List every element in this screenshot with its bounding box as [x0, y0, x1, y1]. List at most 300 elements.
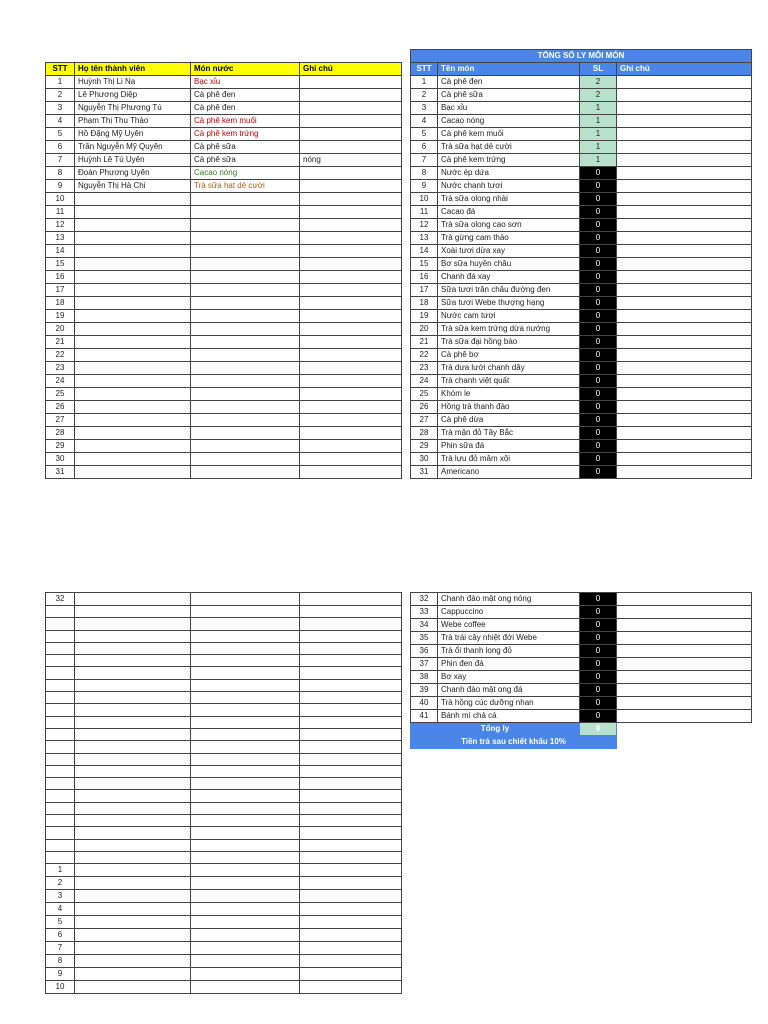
- member-drink-cell[interactable]: [191, 728, 300, 740]
- drink-quantity-cell[interactable]: 1: [580, 115, 617, 128]
- member-name-cell[interactable]: [75, 753, 191, 765]
- member-stt-cell[interactable]: [46, 655, 75, 667]
- member-stt-cell[interactable]: 4: [46, 115, 75, 128]
- drink-name-cell[interactable]: Webe coffee: [438, 619, 580, 632]
- member-name-cell[interactable]: [75, 258, 191, 271]
- drink-stt-cell[interactable]: 4: [411, 115, 438, 128]
- member-drink-cell[interactable]: [191, 741, 300, 753]
- member-stt-cell[interactable]: [46, 630, 75, 642]
- member-drink-cell[interactable]: Cà phê kem trứng: [191, 128, 300, 141]
- member-note-cell[interactable]: [300, 453, 402, 466]
- member-drink-cell[interactable]: [191, 630, 300, 642]
- drink-quantity-cell[interactable]: 0: [580, 593, 617, 606]
- member-stt-cell[interactable]: 7: [46, 154, 75, 167]
- drink-name-cell[interactable]: Trà sữa olong cao sơn: [438, 219, 580, 232]
- drink-name-cell[interactable]: Xoài tươi dừa xay: [438, 245, 580, 258]
- member-drink-cell[interactable]: [191, 765, 300, 777]
- drink-note-cell[interactable]: [617, 76, 752, 89]
- drink-quantity-cell[interactable]: 0: [580, 466, 617, 479]
- member-drink-cell[interactable]: [191, 778, 300, 790]
- member-name-cell[interactable]: Nguyễn Thị Hà Chi: [75, 180, 191, 193]
- drink-stt-cell[interactable]: 20: [411, 323, 438, 336]
- drink-name-cell[interactable]: Bánh mì chả cá: [438, 710, 580, 723]
- member-stt-cell[interactable]: 2: [46, 89, 75, 102]
- member-note-cell[interactable]: [300, 778, 402, 790]
- drink-note-cell[interactable]: [617, 219, 752, 232]
- drink-quantity-cell[interactable]: 0: [580, 219, 617, 232]
- member-drink-cell[interactable]: [191, 692, 300, 704]
- member-drink-cell[interactable]: [191, 336, 300, 349]
- drink-name-cell[interactable]: Cacao đá: [438, 206, 580, 219]
- member-stt-cell[interactable]: [46, 704, 75, 716]
- drink-note-cell[interactable]: [617, 141, 752, 154]
- member-note-cell[interactable]: [300, 827, 402, 839]
- drink-quantity-cell[interactable]: 0: [580, 232, 617, 245]
- member-drink-cell[interactable]: Bạc xỉu: [191, 76, 300, 89]
- member-stt-cell[interactable]: 14: [46, 245, 75, 258]
- member-name-cell[interactable]: Phạm Thị Thu Thảo: [75, 115, 191, 128]
- member-stt-cell[interactable]: [46, 827, 75, 839]
- member-stt-cell[interactable]: 26: [46, 401, 75, 414]
- drink-note-cell[interactable]: [617, 180, 752, 193]
- member-note-cell[interactable]: [300, 193, 402, 206]
- member-name-cell[interactable]: Trần Nguyễn Mỹ Quyên: [75, 141, 191, 154]
- drink-quantity-cell[interactable]: 1: [580, 154, 617, 167]
- member-name-cell[interactable]: [75, 323, 191, 336]
- member-note-cell[interactable]: [300, 942, 402, 955]
- member-drink-cell[interactable]: [191, 716, 300, 728]
- member-drink-cell[interactable]: [191, 414, 300, 427]
- drink-stt-cell[interactable]: 10: [411, 193, 438, 206]
- drink-stt-cell[interactable]: 6: [411, 141, 438, 154]
- member-drink-cell[interactable]: [191, 219, 300, 232]
- drink-stt-cell[interactable]: 37: [411, 658, 438, 671]
- member-drink-cell[interactable]: Cacao nóng: [191, 167, 300, 180]
- member-name-cell[interactable]: [75, 593, 191, 606]
- drink-quantity-cell[interactable]: 0: [580, 414, 617, 427]
- member-drink-cell[interactable]: [191, 401, 300, 414]
- drink-quantity-cell[interactable]: 0: [580, 440, 617, 453]
- drink-name-cell[interactable]: Bạc xỉu: [438, 102, 580, 115]
- member-drink-cell[interactable]: Cà phê sữa: [191, 154, 300, 167]
- member-stt-cell[interactable]: 5: [46, 128, 75, 141]
- member-stt-cell[interactable]: 11: [46, 206, 75, 219]
- member-note-cell[interactable]: [300, 284, 402, 297]
- drink-stt-cell[interactable]: 28: [411, 427, 438, 440]
- drink-name-cell[interactable]: Chanh đá xay: [438, 271, 580, 284]
- member-stt-cell[interactable]: [46, 728, 75, 740]
- member-note-cell[interactable]: [300, 851, 402, 863]
- drink-name-cell[interactable]: Phin đen đá: [438, 658, 580, 671]
- member-drink-cell[interactable]: [191, 206, 300, 219]
- drink-stt-cell[interactable]: 33: [411, 606, 438, 619]
- member-name-cell[interactable]: [75, 206, 191, 219]
- member-drink-cell[interactable]: [191, 642, 300, 654]
- drink-quantity-cell[interactable]: 0: [580, 349, 617, 362]
- drink-stt-cell[interactable]: 24: [411, 375, 438, 388]
- drink-quantity-cell[interactable]: 0: [580, 336, 617, 349]
- member-drink-cell[interactable]: [191, 827, 300, 839]
- member-note-cell[interactable]: [300, 916, 402, 929]
- member-drink-cell[interactable]: [191, 981, 300, 994]
- drink-note-cell[interactable]: [617, 310, 752, 323]
- drink-quantity-cell[interactable]: 0: [580, 284, 617, 297]
- member-stt-cell[interactable]: 12: [46, 219, 75, 232]
- drink-name-cell[interactable]: Cà phê đen: [438, 76, 580, 89]
- member-stt-cell[interactable]: 15: [46, 258, 75, 271]
- member-note-cell[interactable]: [300, 310, 402, 323]
- member-note-cell[interactable]: [300, 336, 402, 349]
- drink-quantity-cell[interactable]: 0: [580, 619, 617, 632]
- member-name-cell[interactable]: Huỳnh Thị Li Na: [75, 76, 191, 89]
- member-drink-cell[interactable]: [191, 916, 300, 929]
- drink-name-cell[interactable]: Trà gừng cam thảo: [438, 232, 580, 245]
- member-name-cell[interactable]: [75, 851, 191, 863]
- member-stt-cell[interactable]: 3: [46, 102, 75, 115]
- member-stt-cell[interactable]: 6: [46, 929, 75, 942]
- drink-quantity-cell[interactable]: 0: [580, 310, 617, 323]
- member-note-cell[interactable]: [300, 741, 402, 753]
- member-name-cell[interactable]: [75, 193, 191, 206]
- drink-stt-cell[interactable]: 12: [411, 219, 438, 232]
- drink-stt-cell[interactable]: 9: [411, 180, 438, 193]
- drink-stt-cell[interactable]: 14: [411, 245, 438, 258]
- member-note-cell[interactable]: [300, 297, 402, 310]
- member-name-cell[interactable]: [75, 630, 191, 642]
- member-note-cell[interactable]: [300, 929, 402, 942]
- drink-quantity-cell[interactable]: 2: [580, 89, 617, 102]
- member-stt-cell[interactable]: [46, 667, 75, 679]
- drink-quantity-cell[interactable]: 0: [580, 323, 617, 336]
- member-drink-cell[interactable]: [191, 453, 300, 466]
- member-stt-cell[interactable]: [46, 642, 75, 654]
- member-drink-cell[interactable]: Cà phê đen: [191, 102, 300, 115]
- drink-note-cell[interactable]: [617, 128, 752, 141]
- drink-quantity-cell[interactable]: 0: [580, 245, 617, 258]
- drink-note-cell[interactable]: [617, 245, 752, 258]
- member-name-cell[interactable]: [75, 741, 191, 753]
- drink-stt-cell[interactable]: 19: [411, 310, 438, 323]
- total-value[interactable]: 9: [580, 723, 617, 736]
- member-drink-cell[interactable]: [191, 667, 300, 679]
- member-stt-cell[interactable]: 9: [46, 180, 75, 193]
- member-drink-cell[interactable]: Cà phê kem muối: [191, 115, 300, 128]
- drink-note-cell[interactable]: [617, 271, 752, 284]
- drink-note-cell[interactable]: [617, 232, 752, 245]
- drink-name-cell[interactable]: Phin sữa đá: [438, 440, 580, 453]
- drink-stt-cell[interactable]: 34: [411, 619, 438, 632]
- member-note-cell[interactable]: [300, 667, 402, 679]
- member-stt-cell[interactable]: 4: [46, 903, 75, 916]
- drink-note-cell[interactable]: [617, 375, 752, 388]
- member-name-cell[interactable]: [75, 916, 191, 929]
- member-name-cell[interactable]: [75, 903, 191, 916]
- member-drink-cell[interactable]: [191, 258, 300, 271]
- member-name-cell[interactable]: Đoàn Phương Uyên: [75, 167, 191, 180]
- member-stt-cell[interactable]: 7: [46, 942, 75, 955]
- drink-note-cell[interactable]: [617, 658, 752, 671]
- member-stt-cell[interactable]: 10: [46, 981, 75, 994]
- member-stt-cell[interactable]: 10: [46, 193, 75, 206]
- drink-name-cell[interactable]: Nước cam tươi: [438, 310, 580, 323]
- member-stt-cell[interactable]: 30: [46, 453, 75, 466]
- member-stt-cell[interactable]: 23: [46, 362, 75, 375]
- drink-note-cell[interactable]: [617, 89, 752, 102]
- drink-note-cell[interactable]: [617, 697, 752, 710]
- drink-name-cell[interactable]: Cà phê kem trứng: [438, 154, 580, 167]
- member-name-cell[interactable]: Lê Phương Diệp: [75, 89, 191, 102]
- member-note-cell[interactable]: [300, 692, 402, 704]
- member-drink-cell[interactable]: [191, 955, 300, 968]
- member-stt-cell[interactable]: 9: [46, 968, 75, 981]
- drink-note-cell[interactable]: [617, 453, 752, 466]
- drink-name-cell[interactable]: Trà ổi thanh long đỏ: [438, 645, 580, 658]
- member-name-cell[interactable]: [75, 765, 191, 777]
- member-stt-cell[interactable]: 1: [46, 76, 75, 89]
- member-note-cell[interactable]: [300, 89, 402, 102]
- member-note-cell[interactable]: [300, 630, 402, 642]
- drink-note-cell[interactable]: [617, 619, 752, 632]
- drink-note-cell[interactable]: [617, 671, 752, 684]
- member-name-cell[interactable]: [75, 802, 191, 814]
- member-drink-cell[interactable]: [191, 890, 300, 903]
- member-note-cell[interactable]: [300, 401, 402, 414]
- member-note-cell[interactable]: [300, 815, 402, 827]
- member-note-cell[interactable]: [300, 716, 402, 728]
- member-drink-cell[interactable]: Trà sữa hạt dẻ cười: [191, 180, 300, 193]
- member-drink-cell[interactable]: [191, 606, 300, 618]
- member-note-cell[interactable]: [300, 903, 402, 916]
- drink-stt-cell[interactable]: 36: [411, 645, 438, 658]
- member-note-cell[interactable]: [300, 679, 402, 691]
- drink-stt-cell[interactable]: 32: [411, 593, 438, 606]
- member-name-cell[interactable]: [75, 440, 191, 453]
- member-note-cell[interactable]: [300, 981, 402, 994]
- drink-note-cell[interactable]: [617, 297, 752, 310]
- member-note-cell[interactable]: [300, 102, 402, 115]
- drink-stt-cell[interactable]: 30: [411, 453, 438, 466]
- member-note-cell[interactable]: [300, 388, 402, 401]
- member-drink-cell[interactable]: [191, 593, 300, 606]
- member-name-cell[interactable]: [75, 232, 191, 245]
- member-stt-cell[interactable]: [46, 753, 75, 765]
- drink-note-cell[interactable]: [617, 401, 752, 414]
- member-stt-cell[interactable]: 3: [46, 890, 75, 903]
- drink-name-cell[interactable]: Trà chanh việt quất: [438, 375, 580, 388]
- member-stt-cell[interactable]: 28: [46, 427, 75, 440]
- member-note-cell[interactable]: [300, 180, 402, 193]
- member-note-cell[interactable]: [300, 323, 402, 336]
- member-name-cell[interactable]: [75, 679, 191, 691]
- drink-note-cell[interactable]: [617, 349, 752, 362]
- drink-stt-cell[interactable]: 27: [411, 414, 438, 427]
- member-name-cell[interactable]: [75, 245, 191, 258]
- member-drink-cell[interactable]: [191, 427, 300, 440]
- member-name-cell[interactable]: [75, 981, 191, 994]
- drink-name-cell[interactable]: Americano: [438, 466, 580, 479]
- drink-name-cell[interactable]: Bơ sữa huyền châu: [438, 258, 580, 271]
- member-name-cell[interactable]: [75, 704, 191, 716]
- member-stt-cell[interactable]: 24: [46, 375, 75, 388]
- member-stt-cell[interactable]: [46, 692, 75, 704]
- drink-quantity-cell[interactable]: 0: [580, 671, 617, 684]
- drink-name-cell[interactable]: Trà sữa kem trứng dừa nướng: [438, 323, 580, 336]
- drink-quantity-cell[interactable]: 0: [580, 206, 617, 219]
- drink-quantity-cell[interactable]: 0: [580, 401, 617, 414]
- member-note-cell[interactable]: [300, 349, 402, 362]
- member-note-cell[interactable]: [300, 141, 402, 154]
- member-stt-cell[interactable]: [46, 839, 75, 851]
- member-name-cell[interactable]: [75, 606, 191, 618]
- member-name-cell[interactable]: [75, 362, 191, 375]
- member-note-cell[interactable]: [300, 655, 402, 667]
- member-drink-cell[interactable]: [191, 349, 300, 362]
- member-name-cell[interactable]: [75, 618, 191, 630]
- drink-name-cell[interactable]: Nước chanh tươi: [438, 180, 580, 193]
- member-name-cell[interactable]: [75, 955, 191, 968]
- member-drink-cell[interactable]: [191, 968, 300, 981]
- member-note-cell[interactable]: [300, 790, 402, 802]
- member-name-cell[interactable]: [75, 692, 191, 704]
- member-note-cell[interactable]: [300, 606, 402, 618]
- drink-note-cell[interactable]: [617, 115, 752, 128]
- member-stt-cell[interactable]: [46, 851, 75, 863]
- member-name-cell[interactable]: [75, 877, 191, 890]
- drink-stt-cell[interactable]: 39: [411, 684, 438, 697]
- member-stt-cell[interactable]: [46, 679, 75, 691]
- member-drink-cell[interactable]: [191, 310, 300, 323]
- member-drink-cell[interactable]: [191, 655, 300, 667]
- member-drink-cell[interactable]: [191, 284, 300, 297]
- drink-note-cell[interactable]: [617, 593, 752, 606]
- drink-note-cell[interactable]: [617, 154, 752, 167]
- member-name-cell[interactable]: [75, 427, 191, 440]
- member-name-cell[interactable]: [75, 778, 191, 790]
- member-drink-cell[interactable]: Cà phê đen: [191, 89, 300, 102]
- member-stt-cell[interactable]: 17: [46, 284, 75, 297]
- member-drink-cell[interactable]: [191, 245, 300, 258]
- drink-name-cell[interactable]: Hồng trà thanh đào: [438, 401, 580, 414]
- drink-quantity-cell[interactable]: 0: [580, 684, 617, 697]
- drink-quantity-cell[interactable]: 0: [580, 388, 617, 401]
- member-name-cell[interactable]: [75, 942, 191, 955]
- member-drink-cell[interactable]: [191, 877, 300, 890]
- drink-stt-cell[interactable]: 1: [411, 76, 438, 89]
- drink-quantity-cell[interactable]: 0: [580, 632, 617, 645]
- drink-name-cell[interactable]: Cà phê dừa: [438, 414, 580, 427]
- drink-stt-cell[interactable]: 29: [411, 440, 438, 453]
- member-drink-cell[interactable]: [191, 466, 300, 479]
- drink-stt-cell[interactable]: 35: [411, 632, 438, 645]
- member-name-cell[interactable]: Huỳnh Lê Tú Uyên: [75, 154, 191, 167]
- member-stt-cell[interactable]: [46, 716, 75, 728]
- member-drink-cell[interactable]: [191, 802, 300, 814]
- member-drink-cell[interactable]: [191, 929, 300, 942]
- drink-stt-cell[interactable]: 7: [411, 154, 438, 167]
- drink-stt-cell[interactable]: 31: [411, 466, 438, 479]
- member-drink-cell[interactable]: [191, 362, 300, 375]
- member-drink-cell[interactable]: [191, 839, 300, 851]
- member-note-cell[interactable]: [300, 115, 402, 128]
- member-drink-cell[interactable]: [191, 942, 300, 955]
- member-note-cell[interactable]: [300, 219, 402, 232]
- drink-note-cell[interactable]: [617, 466, 752, 479]
- member-note-cell[interactable]: [300, 593, 402, 606]
- drink-name-cell[interactable]: Khóm le: [438, 388, 580, 401]
- drink-stt-cell[interactable]: 41: [411, 710, 438, 723]
- member-stt-cell[interactable]: [46, 815, 75, 827]
- member-stt-cell[interactable]: [46, 802, 75, 814]
- member-drink-cell[interactable]: [191, 388, 300, 401]
- member-drink-cell[interactable]: [191, 323, 300, 336]
- drink-quantity-cell[interactable]: 0: [580, 375, 617, 388]
- member-name-cell[interactable]: [75, 466, 191, 479]
- member-drink-cell[interactable]: [191, 679, 300, 691]
- drink-note-cell[interactable]: [617, 206, 752, 219]
- drink-stt-cell[interactable]: 21: [411, 336, 438, 349]
- member-note-cell[interactable]: [300, 206, 402, 219]
- drink-note-cell[interactable]: [617, 414, 752, 427]
- member-name-cell[interactable]: [75, 297, 191, 310]
- drink-note-cell[interactable]: [617, 284, 752, 297]
- member-note-cell[interactable]: [300, 76, 402, 89]
- member-note-cell[interactable]: [300, 232, 402, 245]
- drink-quantity-cell[interactable]: 0: [580, 427, 617, 440]
- member-stt-cell[interactable]: [46, 765, 75, 777]
- member-note-cell[interactable]: [300, 765, 402, 777]
- member-note-cell[interactable]: [300, 890, 402, 903]
- drink-quantity-cell[interactable]: 2: [580, 76, 617, 89]
- member-stt-cell[interactable]: 1: [46, 864, 75, 877]
- member-name-cell[interactable]: [75, 864, 191, 877]
- drink-stt-cell[interactable]: 5: [411, 128, 438, 141]
- member-drink-cell[interactable]: [191, 815, 300, 827]
- member-stt-cell[interactable]: 25: [46, 388, 75, 401]
- drink-stt-cell[interactable]: 16: [411, 271, 438, 284]
- drink-note-cell[interactable]: [617, 606, 752, 619]
- drink-name-cell[interactable]: Sữa tươi Webe thượng hạng: [438, 297, 580, 310]
- drink-note-cell[interactable]: [617, 258, 752, 271]
- member-note-cell[interactable]: [300, 753, 402, 765]
- drink-name-cell[interactable]: Trà sữa hạt dẻ cười: [438, 141, 580, 154]
- member-stt-cell[interactable]: [46, 790, 75, 802]
- member-stt-cell[interactable]: 29: [46, 440, 75, 453]
- member-note-cell[interactable]: [300, 427, 402, 440]
- member-stt-cell[interactable]: 16: [46, 271, 75, 284]
- member-stt-cell[interactable]: 32: [46, 593, 75, 606]
- member-note-cell[interactable]: [300, 839, 402, 851]
- drink-stt-cell[interactable]: 38: [411, 671, 438, 684]
- member-name-cell[interactable]: [75, 310, 191, 323]
- drink-name-cell[interactable]: Chanh đào mật ong đá: [438, 684, 580, 697]
- drink-quantity-cell[interactable]: 0: [580, 606, 617, 619]
- member-drink-cell[interactable]: Cà phê sữa: [191, 141, 300, 154]
- member-name-cell[interactable]: [75, 453, 191, 466]
- drink-stt-cell[interactable]: 8: [411, 167, 438, 180]
- drink-note-cell[interactable]: [617, 684, 752, 697]
- drink-note-cell[interactable]: [617, 427, 752, 440]
- member-stt-cell[interactable]: [46, 618, 75, 630]
- drink-quantity-cell[interactable]: 1: [580, 102, 617, 115]
- drink-stt-cell[interactable]: 18: [411, 297, 438, 310]
- member-stt-cell[interactable]: 6: [46, 141, 75, 154]
- member-note-cell[interactable]: [300, 362, 402, 375]
- member-drink-cell[interactable]: [191, 297, 300, 310]
- drink-stt-cell[interactable]: 26: [411, 401, 438, 414]
- drink-name-cell[interactable]: Trà hồng cúc dưỡng nhan: [438, 697, 580, 710]
- member-name-cell[interactable]: [75, 284, 191, 297]
- drink-name-cell[interactable]: Sữa tươi trân châu đường đen: [438, 284, 580, 297]
